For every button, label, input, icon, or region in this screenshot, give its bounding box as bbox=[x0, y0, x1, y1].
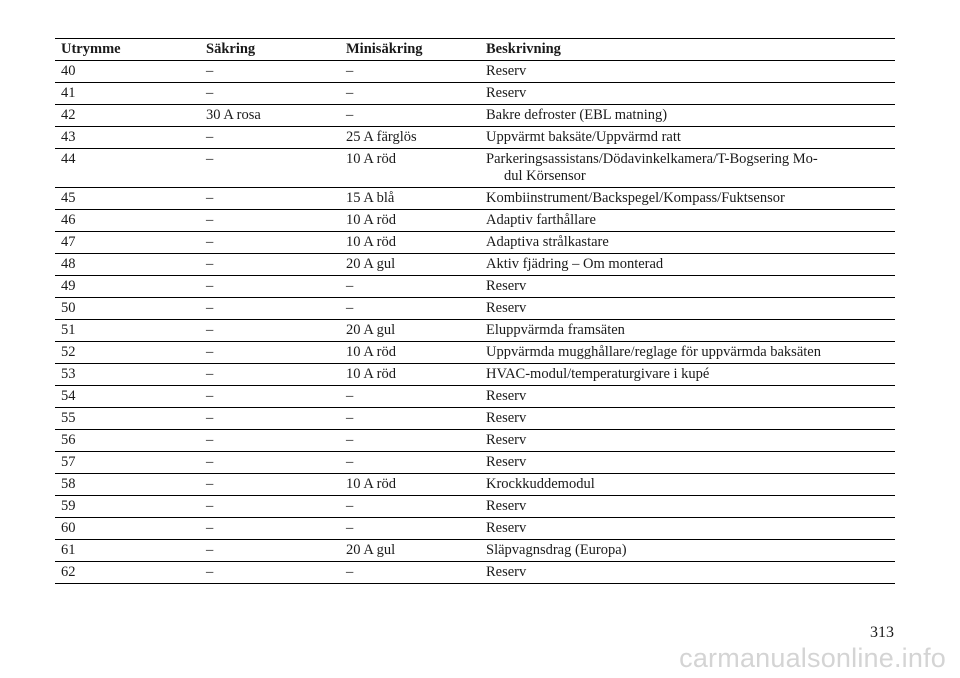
cell-minisakring: – bbox=[340, 562, 480, 584]
cell-utrymme: 54 bbox=[55, 386, 200, 408]
cell-minisakring: – bbox=[340, 408, 480, 430]
cell-sakring: – bbox=[200, 83, 340, 105]
cell-sakring: – bbox=[200, 452, 340, 474]
cell-sakring: – bbox=[200, 210, 340, 232]
table-row bbox=[55, 364, 895, 386]
table-row bbox=[55, 105, 895, 127]
description-line: Uppvärmt baksäte/Uppvärmd ratt bbox=[486, 129, 681, 145]
table-row bbox=[55, 386, 895, 408]
cell-utrymme: 58 bbox=[55, 474, 200, 496]
description-line: Reserv bbox=[486, 388, 527, 404]
cell-utrymme: 52 bbox=[55, 342, 200, 364]
cell-beskrivning bbox=[480, 298, 895, 320]
cell-sakring: – bbox=[200, 188, 340, 210]
cell-beskrivning bbox=[480, 342, 895, 364]
cell-utrymme: 47 bbox=[55, 232, 200, 254]
cell-minisakring: – bbox=[340, 452, 480, 474]
cell-minisakring: – bbox=[340, 105, 480, 127]
description-line: Reserv bbox=[486, 278, 527, 294]
cell-minisakring: 10 A röd bbox=[340, 210, 480, 232]
header-sakring: Säkring bbox=[200, 39, 340, 61]
cell-beskrivning bbox=[480, 254, 895, 276]
description-line: Parkeringsassistans/Dödavinkelkamera/T-Bogsering Mo- bbox=[486, 151, 818, 167]
cell-sakring: – bbox=[200, 298, 340, 320]
description-line: Aktiv fjädring – Om monterad bbox=[486, 256, 664, 272]
cell-sakring: – bbox=[200, 386, 340, 408]
table-row bbox=[55, 188, 895, 210]
cell-minisakring: – bbox=[340, 83, 480, 105]
table-row bbox=[55, 408, 895, 430]
cell-minisakring: 15 A blå bbox=[340, 188, 480, 210]
cell-beskrivning bbox=[480, 83, 895, 105]
cell-sakring: – bbox=[200, 276, 340, 298]
cell-minisakring: 20 A gul bbox=[340, 254, 480, 276]
cell-minisakring: – bbox=[340, 518, 480, 540]
description-line: Reserv bbox=[486, 454, 527, 470]
table-row bbox=[55, 342, 895, 364]
cell-minisakring: – bbox=[340, 386, 480, 408]
cell-utrymme: 48 bbox=[55, 254, 200, 276]
cell-sakring: 30 A rosa bbox=[200, 105, 340, 127]
description-line: Kombiinstrument/Backspegel/Kompass/Fuktsensor bbox=[486, 190, 785, 206]
header-beskrivning: Beskrivning bbox=[480, 39, 895, 61]
description-line: Släpvagnsdrag (Europa) bbox=[486, 542, 627, 558]
description-line: Bakre defroster (EBL matning) bbox=[486, 107, 668, 123]
watermark: carmanualsonline.info bbox=[679, 643, 946, 673]
cell-utrymme: 50 bbox=[55, 298, 200, 320]
description-line: Eluppvärmda framsäten bbox=[486, 322, 625, 338]
table-row bbox=[55, 232, 895, 254]
description-line: Reserv bbox=[486, 520, 527, 536]
cell-beskrivning bbox=[480, 105, 895, 127]
cell-beskrivning bbox=[480, 232, 895, 254]
cell-minisakring: – bbox=[340, 61, 480, 83]
cell-beskrivning bbox=[480, 386, 895, 408]
cell-utrymme: 61 bbox=[55, 540, 200, 562]
cell-minisakring: – bbox=[340, 276, 480, 298]
table-row bbox=[55, 452, 895, 474]
cell-beskrivning bbox=[480, 149, 895, 188]
cell-beskrivning bbox=[480, 518, 895, 540]
cell-sakring: – bbox=[200, 408, 340, 430]
cell-sakring: – bbox=[200, 474, 340, 496]
cell-sakring: – bbox=[200, 364, 340, 386]
cell-minisakring: – bbox=[340, 430, 480, 452]
cell-minisakring: – bbox=[340, 298, 480, 320]
table-row bbox=[55, 430, 895, 452]
description-line: Reserv bbox=[486, 63, 527, 79]
cell-sakring: – bbox=[200, 232, 340, 254]
cell-beskrivning bbox=[480, 474, 895, 496]
cell-beskrivning bbox=[480, 430, 895, 452]
cell-utrymme: 60 bbox=[55, 518, 200, 540]
cell-minisakring: 10 A röd bbox=[340, 149, 480, 188]
cell-utrymme: 55 bbox=[55, 408, 200, 430]
table-row bbox=[55, 540, 895, 562]
cell-sakring: – bbox=[200, 127, 340, 149]
cell-utrymme: 45 bbox=[55, 188, 200, 210]
description-line: Reserv bbox=[486, 498, 527, 514]
cell-utrymme: 41 bbox=[55, 83, 200, 105]
description-line: Krockkuddemodul bbox=[486, 476, 595, 492]
cell-sakring: – bbox=[200, 320, 340, 342]
cell-utrymme: 56 bbox=[55, 430, 200, 452]
cell-utrymme: 46 bbox=[55, 210, 200, 232]
cell-minisakring: 10 A röd bbox=[340, 474, 480, 496]
page-number: 313 bbox=[870, 624, 894, 641]
table-row bbox=[55, 210, 895, 232]
header-minisakring: Minisäkring bbox=[340, 39, 480, 61]
cell-utrymme: 59 bbox=[55, 496, 200, 518]
table-row bbox=[55, 320, 895, 342]
cell-utrymme: 62 bbox=[55, 562, 200, 584]
description-line: Reserv bbox=[486, 85, 527, 101]
cell-utrymme: 42 bbox=[55, 105, 200, 127]
cell-beskrivning bbox=[480, 408, 895, 430]
table-row bbox=[55, 254, 895, 276]
cell-utrymme: 40 bbox=[55, 61, 200, 83]
header-utrymme: Utrymme bbox=[55, 39, 200, 61]
table-row bbox=[55, 83, 895, 105]
cell-sakring: – bbox=[200, 254, 340, 276]
table-row bbox=[55, 496, 895, 518]
cell-sakring: – bbox=[200, 540, 340, 562]
cell-beskrivning bbox=[480, 452, 895, 474]
description-line: Reserv bbox=[486, 410, 527, 426]
cell-beskrivning bbox=[480, 562, 895, 584]
table-body bbox=[55, 61, 895, 584]
fuse-table bbox=[55, 38, 895, 584]
description-line-continued: dul Körsensor bbox=[504, 168, 586, 184]
cell-sakring: – bbox=[200, 61, 340, 83]
header-row bbox=[55, 39, 895, 61]
cell-sakring: – bbox=[200, 149, 340, 188]
cell-minisakring: 10 A röd bbox=[340, 342, 480, 364]
cell-sakring: – bbox=[200, 342, 340, 364]
cell-beskrivning bbox=[480, 320, 895, 342]
cell-sakring: – bbox=[200, 562, 340, 584]
table-row bbox=[55, 149, 895, 188]
cell-beskrivning bbox=[480, 364, 895, 386]
cell-beskrivning bbox=[480, 61, 895, 83]
table-row bbox=[55, 562, 895, 584]
cell-sakring: – bbox=[200, 518, 340, 540]
cell-utrymme: 43 bbox=[55, 127, 200, 149]
cell-beskrivning bbox=[480, 540, 895, 562]
cell-minisakring: – bbox=[340, 496, 480, 518]
table-row bbox=[55, 61, 895, 83]
cell-beskrivning bbox=[480, 210, 895, 232]
table-row bbox=[55, 298, 895, 320]
cell-utrymme: 53 bbox=[55, 364, 200, 386]
cell-utrymme: 51 bbox=[55, 320, 200, 342]
cell-beskrivning bbox=[480, 496, 895, 518]
description-line: Adaptiva strålkastare bbox=[486, 234, 609, 250]
cell-utrymme: 49 bbox=[55, 276, 200, 298]
description-line: HVAC-modul/temperaturgivare i kupé bbox=[486, 366, 710, 382]
description-line: Uppvärmda mugghållare/reglage för uppvärmda baksäten bbox=[486, 344, 821, 360]
cell-minisakring: 20 A gul bbox=[340, 540, 480, 562]
table-row bbox=[55, 276, 895, 298]
table-row bbox=[55, 127, 895, 149]
table-row bbox=[55, 474, 895, 496]
cell-minisakring: 25 A färglös bbox=[340, 127, 480, 149]
cell-beskrivning bbox=[480, 276, 895, 298]
cell-minisakring: 10 A röd bbox=[340, 364, 480, 386]
cell-sakring: – bbox=[200, 430, 340, 452]
description-line: Adaptiv farthållare bbox=[486, 212, 596, 228]
description-line: Reserv bbox=[486, 300, 527, 316]
description-line: Reserv bbox=[486, 432, 527, 448]
cell-utrymme: 44 bbox=[55, 149, 200, 188]
description-line: Reserv bbox=[486, 564, 527, 580]
table-row bbox=[55, 518, 895, 540]
cell-sakring: – bbox=[200, 496, 340, 518]
cell-minisakring: 10 A röd bbox=[340, 232, 480, 254]
cell-beskrivning bbox=[480, 127, 895, 149]
cell-beskrivning bbox=[480, 188, 895, 210]
cell-minisakring: 20 A gul bbox=[340, 320, 480, 342]
cell-utrymme: 57 bbox=[55, 452, 200, 474]
